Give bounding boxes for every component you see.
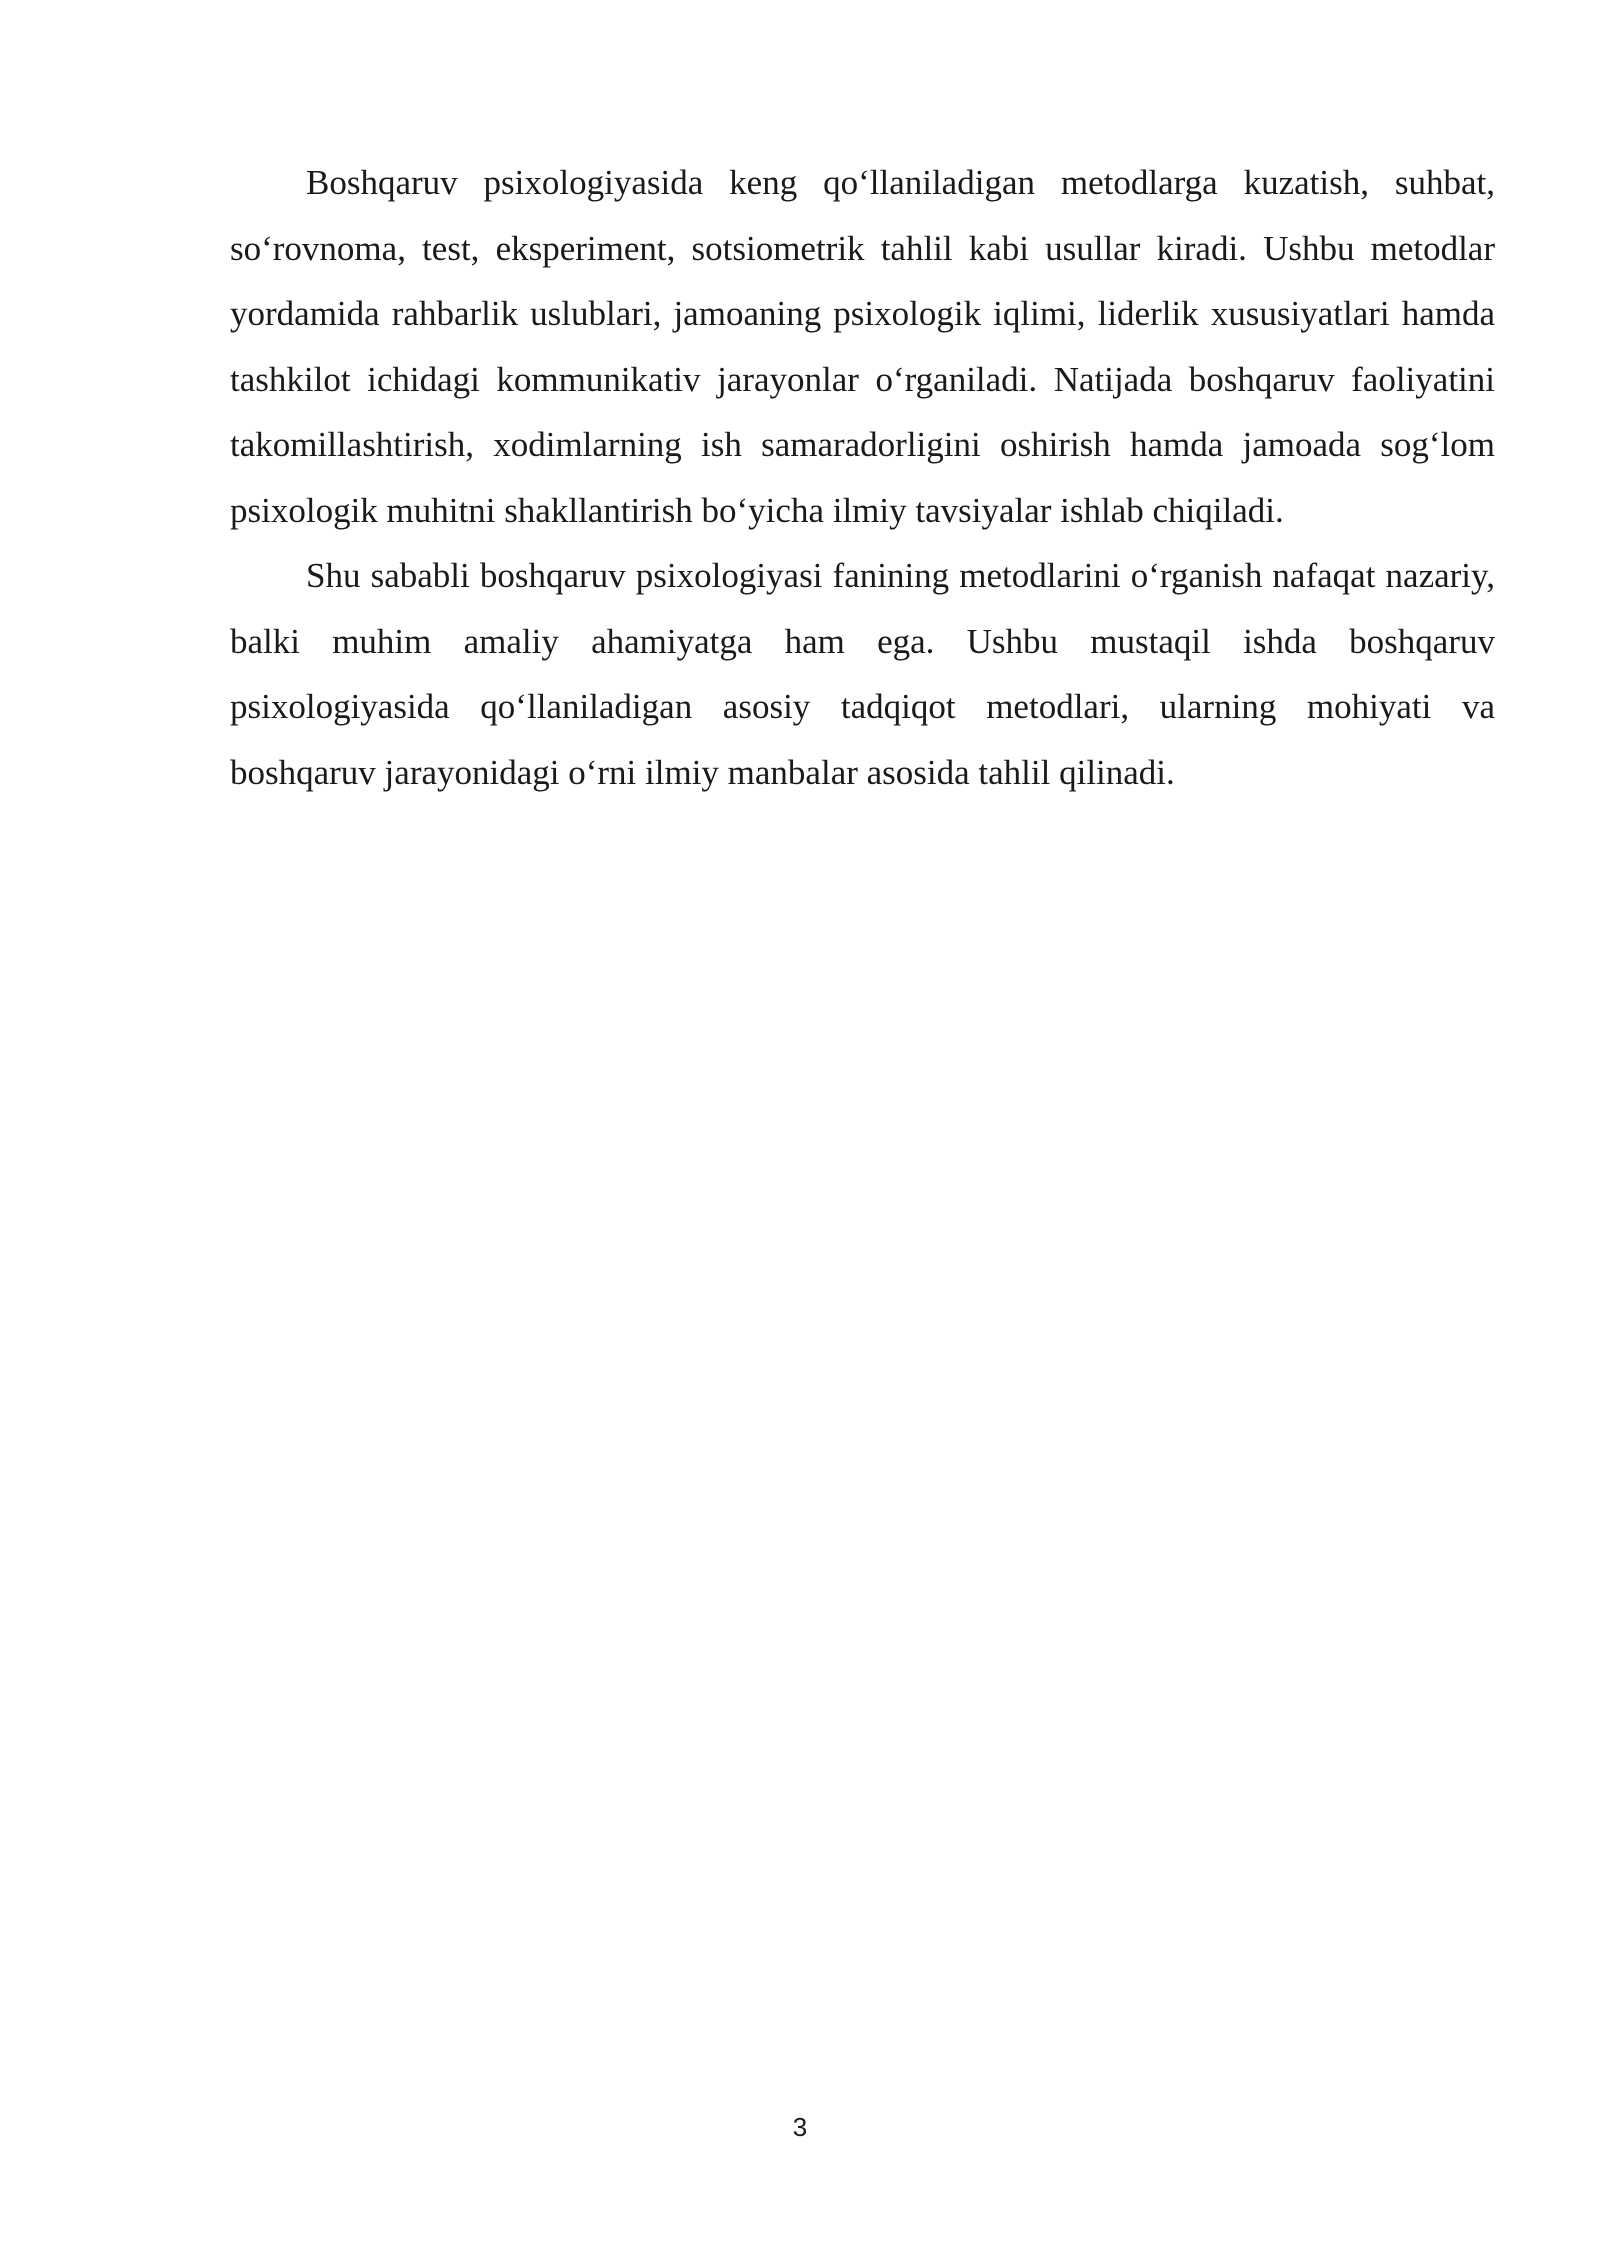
paragraph-2: Shu sababli boshqaruv psixologiyasi fanining metodlarini o‘rganish nafaqat nazariy, balki muhim amaliy ahamiyatga ham ega. Ushbu mustaqil ishda boshqaruv psixologiyasida qo‘llaniladigan asosiy tadqiqot metodlari, ularning mohiyati va boshqaruv jarayonidagi o‘rni ilmiy manbalar asosida tahlil qilinadi. bbox=[230, 556, 1495, 792]
body-text bbox=[230, 150, 1495, 805]
paragraph-1: Boshqaruv psixologiyasida keng qo‘llaniladigan metodlarga kuzatish, suhbat, so‘rovnoma, test, eksperiment, sotsiometrik tahlil kabi usullar kiradi. Ushbu metodlar yordamida rahbarlik uslublari, jamoaning psixologik iqlimi, liderlik xususiyatlari hamda tashkilot ichidagi kommunikativ jarayonlar o‘rganiladi. Natijada boshqaruv faoliyatini takomillashtirish, xodimlarning ish samaradorligini oshirish hamda jamoada sog‘lom psixologik muhitni shakllantirish bo‘yicha ilmiy tavsiyalar ishlab chiqiladi. bbox=[230, 163, 1495, 530]
page-number: 3 bbox=[792, 2112, 808, 2142]
